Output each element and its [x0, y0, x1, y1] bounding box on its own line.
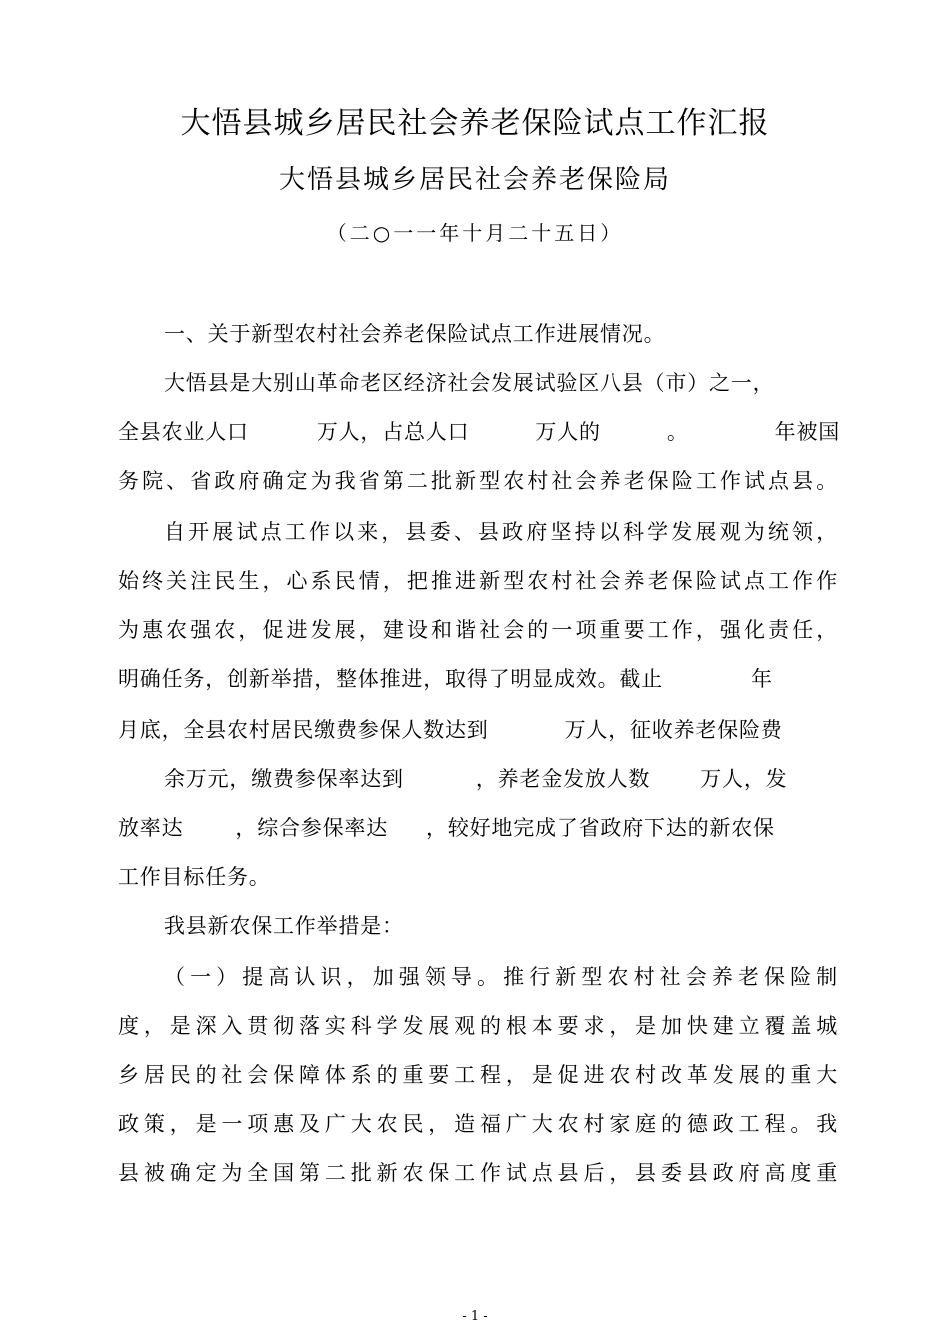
text-fragment: 月底，全县农村居民缴费参保人数达到	[118, 718, 489, 742]
text-fragment: 万人，发	[700, 767, 788, 791]
paragraph-line	[118, 714, 838, 746]
text-fragment: ，较好地完成了省政府下达的新农保	[426, 816, 775, 840]
paragraph-line: 始终关注民生，心系民情，把推进新型农村社会养老保险试点工作作	[118, 569, 838, 593]
paragraph-line: 政策，是一项惠及广大农民，造福广大农村家庭的德政工程。我	[118, 1112, 838, 1136]
paragraph-line	[118, 663, 838, 695]
text-fragment: 明确任务，创新举措，整体推进，取得了明显成效。截止	[118, 667, 663, 691]
paragraph-line: 自开展试点工作以来，县委、县政府坚持以科学发展观为统领，	[164, 520, 838, 544]
paragraph-line: 工作目标任务。	[118, 865, 271, 889]
paragraph-line: 务院、省政府确定为我省第二批新型农村社会养老保险工作试点县。	[118, 469, 838, 493]
issuing-organization: 大悟县城乡居民社会养老保险局	[278, 165, 671, 195]
report-date: （二○一一年十月二十五日）	[326, 221, 624, 245]
paragraph-line: 乡居民的社会保障体系的重要工程，是促进农村改革发展的重大	[118, 1063, 838, 1087]
text-fragment: 放率达	[118, 816, 184, 840]
paragraph-line: 度，是深入贯彻落实科学发展观的根本要求，是加快建立覆盖城	[118, 1014, 838, 1038]
text-fragment: 万人，征收养老保险费	[564, 718, 783, 742]
paragraph-line: 县被确定为全国第二批新农保工作试点县后，县委县政府高度重	[118, 1161, 838, 1185]
text-fragment: 。	[666, 420, 689, 444]
text-fragment: 年	[751, 667, 773, 691]
document-title: 大悟县城乡居民社会养老保险试点工作汇报	[180, 106, 770, 141]
paragraph-line	[118, 416, 841, 448]
text-fragment: 全县农业人口	[118, 420, 249, 444]
text-fragment: 万人，占总人口	[316, 420, 470, 444]
text-fragment: 万人的	[535, 420, 601, 444]
text-fragment: ，养老金发放人数	[475, 767, 651, 791]
paragraph-line	[118, 812, 838, 844]
page-number: - 1 -	[462, 1309, 488, 1324]
text-fragment: ，综合参保率达	[235, 816, 389, 840]
text-fragment: 年被国	[774, 420, 841, 444]
section-heading: 一、关于新型农村社会养老保险试点工作进展情况。	[164, 322, 666, 346]
section-intro: 我县新农保工作举措是：	[164, 914, 404, 938]
paragraph-line	[164, 763, 838, 795]
paragraph-line: 大悟县是大别山革命老区经济社会发展试验区八县（市）之一，	[164, 371, 775, 395]
subsection-heading-line: （一）提高认识，加强领导。推行新型农村社会养老保险制	[164, 965, 838, 989]
paragraph-line: 为惠农强农，促进发展，建设和谐社会的一项重要工作，强化责任，	[118, 618, 838, 642]
text-fragment: 余万元，缴费参保率达到	[164, 767, 404, 791]
